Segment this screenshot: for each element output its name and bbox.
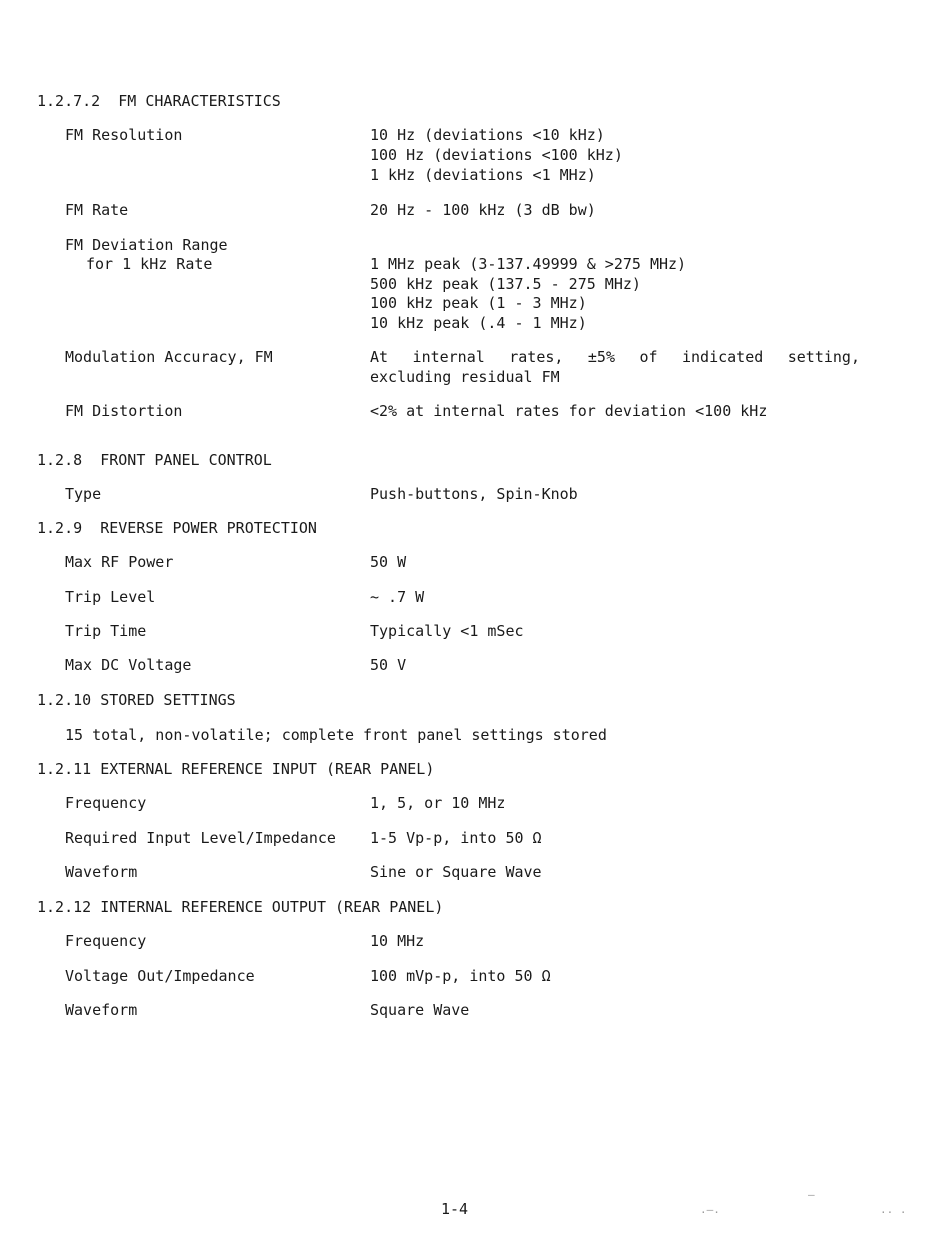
section-heading-stored-settings: 1.2.10 STORED SETTINGS [37,691,236,709]
spec-value-fm-deviation-2: 500 kHz peak (137.5 - 275 MHz) [370,275,641,293]
spec-value-ext-frequency: 1, 5, or 10 MHz [370,794,506,812]
spec-label-trip-level: Trip Level [65,588,156,606]
spec-value-fm-distortion: <2% at internal rates for deviation <100 kHz [370,402,768,420]
spec-value-ext-waveform: Sine or Square Wave [370,863,542,881]
spec-label-modulation-accuracy: Modulation Accuracy, FM [65,348,273,366]
spec-value-type: Push-buttons, Spin-Knob [370,485,578,503]
spec-value-modulation-accuracy-1: At internal rates, ±5% of indicated setting, [370,348,860,366]
spec-label-int-waveform: Waveform [65,1001,138,1019]
spec-sublabel-fm-deviation: for 1 kHz Rate [86,255,213,273]
spec-label-fm-deviation: FM Deviation Range [65,236,228,254]
spec-value-int-voltage-out: 100 mVp-p, into 50 Ω [370,967,551,985]
spec-value-int-waveform: Square Wave [370,1001,470,1019]
spec-value-fm-resolution-2: 100 Hz (deviations <100 kHz) [370,146,623,164]
page-number: 1-4 [441,1200,469,1218]
spec-label-trip-time: Trip Time [65,622,147,640]
section-heading-internal-reference-output: 1.2.12 INTERNAL REFERENCE OUTPUT (REAR PANEL) [37,898,444,916]
spec-value-max-rf-power: 50 W [370,553,407,571]
spec-label-int-frequency: Frequency [65,932,147,950]
section-heading-external-reference-input: 1.2.11 EXTERNAL REFERENCE INPUT (REAR PANEL) [37,760,435,778]
spec-label-fm-resolution: FM Resolution [65,126,183,144]
spec-label-ext-input-level: Required Input Level/Impedance [65,829,336,847]
section-heading-fm-characteristics: 1.2.7.2 FM CHARACTERISTICS [37,92,281,110]
spec-value-fm-resolution-1: 10 Hz (deviations <10 kHz) [370,126,605,144]
spec-value-int-frequency: 10 MHz [370,932,425,950]
scan-speck: .–. [700,1203,720,1216]
spec-value-trip-level: ~ .7 W [370,588,425,606]
spec-label-ext-frequency: Frequency [65,794,147,812]
section-heading-reverse-power-protection: 1.2.9 REVERSE POWER PROTECTION [37,519,317,537]
spec-value-max-dc-voltage: 50 V [370,656,407,674]
spec-label-int-voltage-out: Voltage Out/Impedance [65,967,255,985]
scan-speck: .. . [880,1203,907,1216]
spec-label-ext-waveform: Waveform [65,863,138,881]
spec-value-modulation-accuracy-2: excluding residual FM [370,368,560,386]
spec-value-fm-resolution-3: 1 kHz (deviations <1 MHz) [370,166,596,184]
spec-label-max-rf-power: Max RF Power [65,553,174,571]
spec-label-fm-rate: FM Rate [65,201,129,219]
spec-value-fm-deviation-1: 1 MHz peak (3-137.49999 & >275 MHz) [370,255,687,273]
spec-text-stored-settings: 15 total, non-volatile; complete front panel settings stored [65,726,607,744]
spec-value-ext-input-level: 1-5 Vp-p, into 50 Ω [370,829,542,847]
spec-value-fm-deviation-4: 10 kHz peak (.4 - 1 MHz) [370,314,587,332]
scan-speck: – [808,1188,815,1201]
spec-label-max-dc-voltage: Max DC Voltage [65,656,192,674]
spec-value-trip-time: Typically <1 mSec [370,622,524,640]
spec-value-fm-rate: 20 Hz - 100 kHz (3 dB bw) [370,201,596,219]
section-heading-front-panel-control: 1.2.8 FRONT PANEL CONTROL [37,451,272,469]
spec-label-fm-distortion: FM Distortion [65,402,183,420]
spec-value-fm-deviation-3: 100 kHz peak (1 - 3 MHz) [370,294,587,312]
spec-label-type: Type [65,485,102,503]
